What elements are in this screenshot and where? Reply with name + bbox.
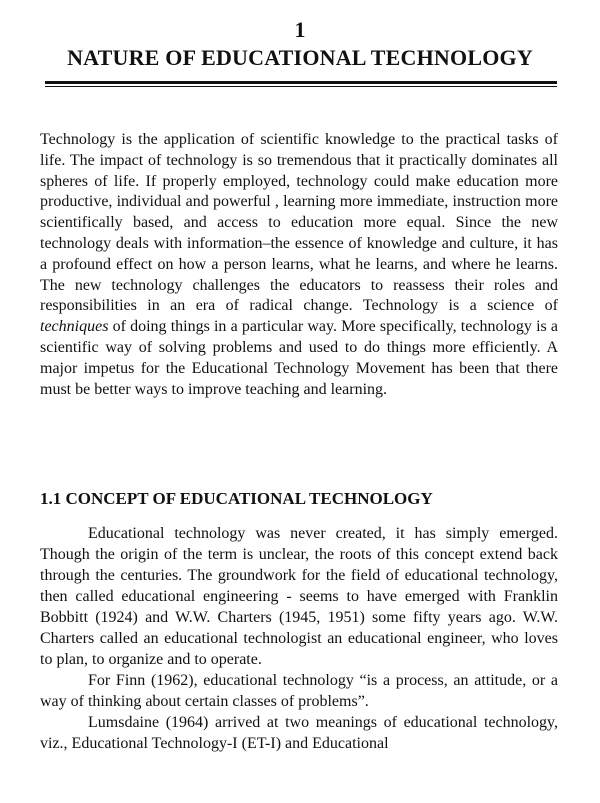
section-body (40, 523, 558, 754)
title-rule-thick (45, 81, 557, 84)
section-paragraph-2: For Finn (1962), educational technology “is a process, an attitude, or a way of thinking about certain classes of problems”. (40, 672, 558, 710)
intro-paragraph (40, 130, 558, 400)
intro-text-end: of doing things in a particular way. More specifically, technology is a scientific way of solving problems and used to do things more efficiently. A major impetus for the Educational Technology Movement has been that there must be better ways to improve teaching and learning. (40, 318, 559, 398)
emphasis-techniques: techniques (40, 318, 109, 336)
section-paragraph-1: Educational technology was never created, it has simply emerged. Though the origin of the term is unclear, the roots of this concept extend back through the centuries. The groundwork for the field of educational technology, then called educational engineering - seems to have emerged with Franklin Bobbitt (1924) and W.W. Charters (1945, 1951) some fifty years ago. W.W. Charters called an educational technologist an educational engineer, who loves to plan, to organize and to operate. (40, 525, 558, 668)
chapter-number: 1 (294, 17, 306, 42)
section-heading: 1.1 CONCEPT OF EDUCATIONAL TECHNOLOGY (40, 489, 433, 508)
chapter-title: NATURE OF EDUCATIONAL TECHNOLOGY (67, 45, 533, 70)
intro-text-start: Technology is the application of scientific knowledge to the practical tasks of life. The impact of technology is so tremendous that it practically dominates all spheres of life. If properly employed, technology could make education more productive, individual and powerful , learning more immediate, instruction more scientifically based, and access to education more equal. Since the new technology deals with information–the essence of knowledge and culture, it has a profound effect on how a person learns, what he learns, and where he learns. The new technology challenges the educators to reassess their roles and responsibilities in an era of radical change. Technology is a science of (40, 131, 558, 315)
section-paragraph-3: Lumsdaine (1964) arrived at two meanings of educational technology, viz., Educational Technology-I (ET-I) and Educational (40, 714, 558, 752)
title-rule-thin (45, 86, 557, 87)
